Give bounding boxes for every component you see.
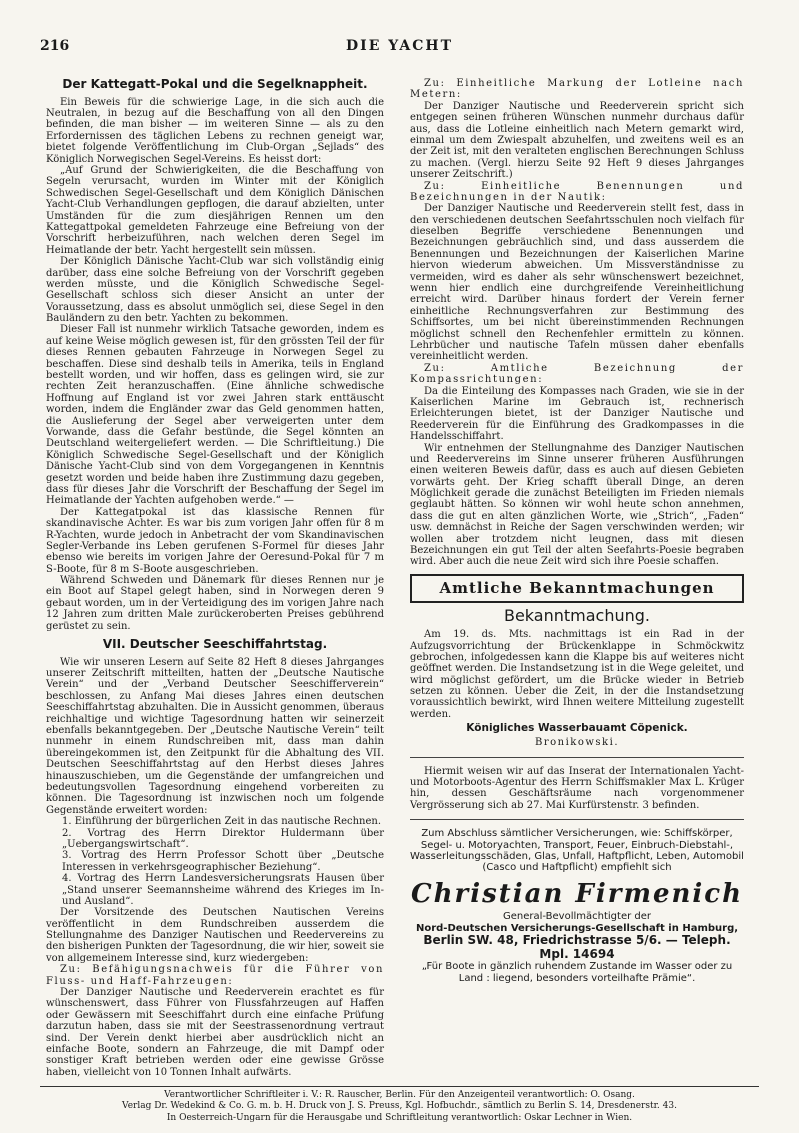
notice-signature: Bronikowski. bbox=[535, 737, 619, 749]
paragraph: Der Danziger Nautische und Reederverein spricht sich entgegen seinen früheren Wünschen nunmehr durchaus dafür aus, dass die Lotleine einheitlich nach Metern gemarkt wird, einmal um dem Zwiespalt abzuhelfen, und zweitens weil es an der Zeit ist, mit den veralteten englischen Berechnungen Schluss zu machen. (Vergl. hierzu Seite 92 Heft 9 dieses Jahrganges unserer Zeitschrift.) bbox=[410, 100, 744, 181]
notice-heading: Bekanntmachung. bbox=[503, 605, 650, 625]
paragraph: Wie wir unseren Lesern auf Seite 82 Heft 8 dieses Jahrganges unserer Zeitschrift mitteilten, hatten der „Deutsche Nautische Verein“ und der „Verband Deutscher Seeschifferverein“ beschlossen, zu Anfang Mai dieses Jahres einen deutschen Seeschiffahrtstag abzuhalten. Die in Aussicht genommen, überaus reichhaltige und wichtige Tagesordnung hatten wir seinerzeit ebenfalls bekanntgegeben. Der „Deutsche Nautische Verein“ teilt nunmehr in einem Rundschreiben mit, dass man dahin übereingekommen ist, den Zeitpunkt für die Abhaltung des VII. Deutschen Seeschiffahrtstag auf den Herbst dieses Jahres hinauszuschieben, um die Gegenstände der umfangreichen und bedeutungsvollen Tagesordnung eingehend vorbereiten zu können. Die Tagesordnung ist inzwischen noch um folgende Gegenstände erweitert worden: bbox=[46, 656, 384, 816]
paragraph: Der Vorsitzende des Deutschen Nautischen Vereins veröffentlicht in dem Rundschreiben ausserdem die Stellungnahme des Danziger Nautischen und Reedervereins zu den bisherigen Punkten der Tagesordnung, die wir hier, soweit sie von allgemeinem Interesse sind, kurz wiedergeben: bbox=[46, 907, 384, 964]
subheading: Zu: Amtliche Bezeichnung der Kompassrichtungen: bbox=[410, 362, 744, 386]
paragraph: Dieser Fall ist nunmehr wirklich Tatsache geworden, indem es auf keine Weise möglich gewesen ist, für den grössten Teil der für dieses Rennen gebauten Fahrzeuge in Norwegen Segel zu beschaffen. Diese sind deshalb teils in Amerika, teils in England bestellt worden, und wir hoffen, dass es gelingen wird, sie zur rechten Zeit heranzuschaffen. (Eine ähnliche schwedische Hoffnung auf England ist vor zwei Jahren stark enttäuscht worden, indem die Engländer zwar das Geld genommen hatten, die Auslieferung der Segel aber verweigerten unter dem Vorwande, dass die Gefahr bestünde, die Segel könnten an Deutschland weitergeliefert werden. — Die Schriftleitung.) Die Königlich Schwedische Segel-Gesellschaft und der Königlich Dänische Yacht-Club sind von dem Vorgegangenen in Kenntnis gesetzt worden und beide haben ihre Zustimmung dazu gegeben, dass für dieses Jahr die Vorschrift der Beschaffung der Segel im Heimatlande der Yachten aufgehoben werde.“ — bbox=[46, 324, 384, 507]
notice-body: Am 19. ds. Mts. nachmittags ist ein Rad in der Aufzugsvorrichtung der Brückenklappe in Schmöckwitz gebrochen, infolgedessen kann die Klappe bis auf weiteres nicht geöffnet werden. Die Instandsetzung ist in die Wege geleitet, und wird möglichst gefördert, um die Brücke wieder in Betrieb setzen zu können. Ueber die Zeit, in der die Instandsetzung voraussichtlich bewirkt, wird Ihnen weitere Mitteilung zugestellt werden. bbox=[410, 629, 744, 720]
paragraph: „Auf Grund der Schwierigkeiten, die die Beschaffung von Segeln verursacht, wurden im Winter mit der Königlich Schwedischen Segel-Gesellschaft und dem Königlich Dänischen Yacht-Club Verhandlungen gepflogen, die darauf abzielten, unter Umständen für die zum diesjährigen Rennen um den Kattegattpokal gemeldeten Fahrzeuge eine Befreiung von der Vorschrift herbeizuführen, nach welchen deren Segel im Heimatlande der betr. Yacht hergestellt sein müssen. bbox=[46, 165, 384, 256]
paragraph: Der Königlich Dänische Yacht-Club war sich vollständig einig darüber, dass eine solche Befreiung von der Vorschrift gegeben werden müsste, und die Königlich Schwedische Segel-Gesellschaft schloss sich dieser Ansicht an unter der Voraussetzung, dass es absolut unmöglich sei, diese Segel in den Bauländern zu den betr. Yachten zu bekommen. bbox=[46, 256, 384, 325]
page-number: 216 bbox=[40, 38, 70, 54]
journal-title: DIE YACHT bbox=[346, 38, 453, 54]
paragraph: Ein Beweis für die schwierige Lage, in die sich auch die Neutralen, in bezug auf die Beschaffung von all den Dingen befinden, die man bisher — im weiteren Sinne — als zu den Erfordernissen des täglichen Lebens zu rechnen geneigt war, bietet folgende Veröffentlichung im Club-Organ „Sejlads“ des Königlich Norwegischen Segel-Vereins. Es heisst dort: bbox=[46, 96, 384, 165]
insurance-advert bbox=[410, 828, 744, 984]
imprint-footer bbox=[40, 1086, 759, 1124]
article-title-kattegatt: Der Kattegatt-Pokal und die Segelknappheit. bbox=[62, 77, 368, 91]
paragraph: Während Schweden und Dänemark für dieses Rennen nur je ein Boot auf Stapel gelegt haben, sind in Norwegen deren 9 gebaut worden, um in der Verteidigung des im vorigen Jahre nach 12 Jahren zum dritten Male zurückeroberten Preises gebührend gerüstet zu sein. bbox=[46, 575, 384, 632]
notice-krueger: Hiermit weisen wir auf das Inserat der Internationalen Yacht- und Motorboots-Agentur des Herrn Schiffsmakler Max L. Krüger hin, dessen Geschäftsräume nach vorgenommener Vergrösserung sich ab 27. Mai Kurfürstenstr. 3 befinden. bbox=[410, 765, 744, 811]
advert-role: General-Bevollmächtigter der bbox=[503, 911, 651, 923]
list-item: 1. Einführung der bürgerlichen Zeit in das nautische Rechnen. bbox=[62, 816, 382, 828]
paragraph: Wir entnehmen der Stellungnahme des Danziger Nautischen und Reedervereins im Sinne unserer früheren Ausführungen einen weiteren Beweis dafür, dass es auch auf diesen Gebieten vorwärts geht. Der Krieg schafft überall Dinge, an deren Möglichkeit gerade die zunächst Beteiligten im Frieden niemals geglaubt hätten. So können wir wohl heute schon annehmen, dass die gut en alten gänzlichen Worte, wie „Strich“, „Faden“ usw. demnächst in Reiche der Sagen verschwinden werden; wir wollen aber trotzdem nicht leugnen, dass mit diesen Bezeichnungen ein gut Teil der alten Seefahrts-Poesie begraben wird. Aber auch die neue Zeit wird sich ihre Poesie schaffen. bbox=[410, 442, 744, 568]
imprint-line: Verlag Dr. Wedekind & Co. G. m. b. H. Druck von J. S. Preuss, Kgl. Hofbuchdr., sämtlich zu Berlin S. 14, Dresdenerstr. 43. bbox=[122, 1101, 677, 1112]
list-item: 2. Vortrag des Herrn Direktor Huldermann über „Uebergangswirtschaft“. bbox=[62, 827, 384, 850]
left-column bbox=[46, 78, 384, 1078]
paragraph: Da die Einteilung des Kompasses nach Graden, wie sie in der Kaiserlichen Marine im Gebrauch ist, rechnerisch Erleichterungen bietet, ist der Danziger Nautische und Reederverein für die Einführung des Gradkompasses in die Handelsschiffahrt. bbox=[410, 385, 744, 443]
advert-note: „Für Boote in gänzlich ruhendem Zustande im Wasser oder zu Land : liegend, besonders vorteilhafte Prämie“. bbox=[421, 961, 733, 984]
official-notices-banner: Amtliche Bekanntmachungen bbox=[410, 574, 744, 603]
paragraph: Der Danziger Nautische und Reederverein erachtet es für wünschenswert, dass Führer von Flussfahrzeugen auf Haffen oder Gewässern mit Seeschiffahrt durch eine einfache Prüfung darzutun haben, dass sie mit der Seestrassenordnung vertraut sind. Der Verein denkt hierbei aber ausdrücklich nicht an einfache Boote, sondern an Fahrzeuge, die mit Dampf oder sonstiger Kraft betrieben werden oder eine gewisse Grösse haben, vielleicht von 10 Tonnen Inhalt aufwärts. bbox=[46, 987, 384, 1078]
paragraph: Der Kattegatpokal ist das klassische Rennen für skandinavische Achter. Es war bis zum vorigen Jahr offen für 8 m R-Yachten, wurde jedoch in Anbetracht der vom Skandinavischen Segler-Verbande ins Leben gerufenen S-Formel für dieses Jahr ebenso wie bereits im vorigen Jahre der Oeresund-Pokal für 7 m S-Boote, für 8 m S-Boote ausgeschrieben. bbox=[46, 506, 384, 575]
advert-intro: Zum Abschluss sämtlicher Versicherungen, wie: Schiffskörper, Segel- u. Motoryachten, Transport, Feuer, Einbruch-Diebstahl-, Wasserleitungsschäden, Glas, Unfall, Haftpflicht, Leben, Automobil (Casco und Haftpflicht) empfiehlt sich bbox=[410, 828, 744, 874]
subheading: Zu: Einheitliche Markung der Lotleine nach Metern: bbox=[410, 78, 744, 101]
divider bbox=[410, 819, 744, 820]
page-header bbox=[40, 38, 759, 62]
notice-authority: Königliches Wasserbauamt Cöpenick. bbox=[466, 722, 688, 735]
list-item: 3. Vortrag des Herrn Professor Schott über „Deutsche Interessen in verkehrsgeographischer Beziehung“. bbox=[62, 850, 384, 873]
imprint-line: Verantwortlicher Schriftleiter i. V.: R. Rauscher, Berlin. Für den Anzeigenteil verantwortlich: O. Osang. bbox=[164, 1090, 635, 1100]
subheading: Zu: Befähigungsnachweis für die Führer von Fluss- und Haff-Fahrzeugen: bbox=[46, 964, 384, 987]
list-item: 4. Vortrag des Herrn Landesversicherungsrats Hausen über „Stand unserer Seemannsheime während des Krieges im In- und Ausland“. bbox=[62, 873, 384, 907]
advert-company: Nord-Deutschen Versicherungs-Gesellschaft in Hamburg, bbox=[415, 922, 739, 934]
agenda-list bbox=[46, 816, 384, 907]
article-title-seeschiffahrtstag: VII. Deutscher Seeschiffahrtstag. bbox=[102, 637, 328, 652]
advert-address: Berlin SW. 48, Friedrichstrasse 5/6. — Teleph. Mpl. 14694 bbox=[423, 933, 731, 961]
advert-brand: Christian Firmenich bbox=[410, 878, 744, 909]
imprint-line: In Oesterreich-Ungarn für die Herausgabe und Schriftleitung verantwortlich: Oskar Lechner in Wien. bbox=[166, 1112, 633, 1123]
divider bbox=[410, 757, 744, 758]
subheading: Zu: Einheitliche Benennungen und Bezeichnungen in der Nautik: bbox=[410, 180, 744, 203]
right-column bbox=[410, 78, 744, 984]
paragraph: Der Danziger Nautische und Reederverein stellt fest, dass in den verschiedenen deutschen Seefahrtsschulen noch vielfach für dieselben Begriffe verschiedene Benennungen und Bezeichnungen gebräuchlich sind, und dass ausserdem die Benennungen und Bezeichnungen der Kaiserlichen Marine hiervon wiederum abweichen. Um Missverständnisse zu vermeiden, wird es daher als sehr wünschenswert bezeichnet, wenn hier endlich eine durchgreifende Vereinheitlichung erreicht wird. Darüber hinaus fordert der Verein ferner einheitliche Rechnungsverfahren zur Bestimmung des Schiffsortes, um bei nicht übereinstimmenden Rechnungen möglichst schnell den Rechenfehler ermitteln zu können. Lehrbücher und nautische Tafeln müssen daher ebenfalls vereinheitlicht werden. bbox=[410, 203, 744, 363]
